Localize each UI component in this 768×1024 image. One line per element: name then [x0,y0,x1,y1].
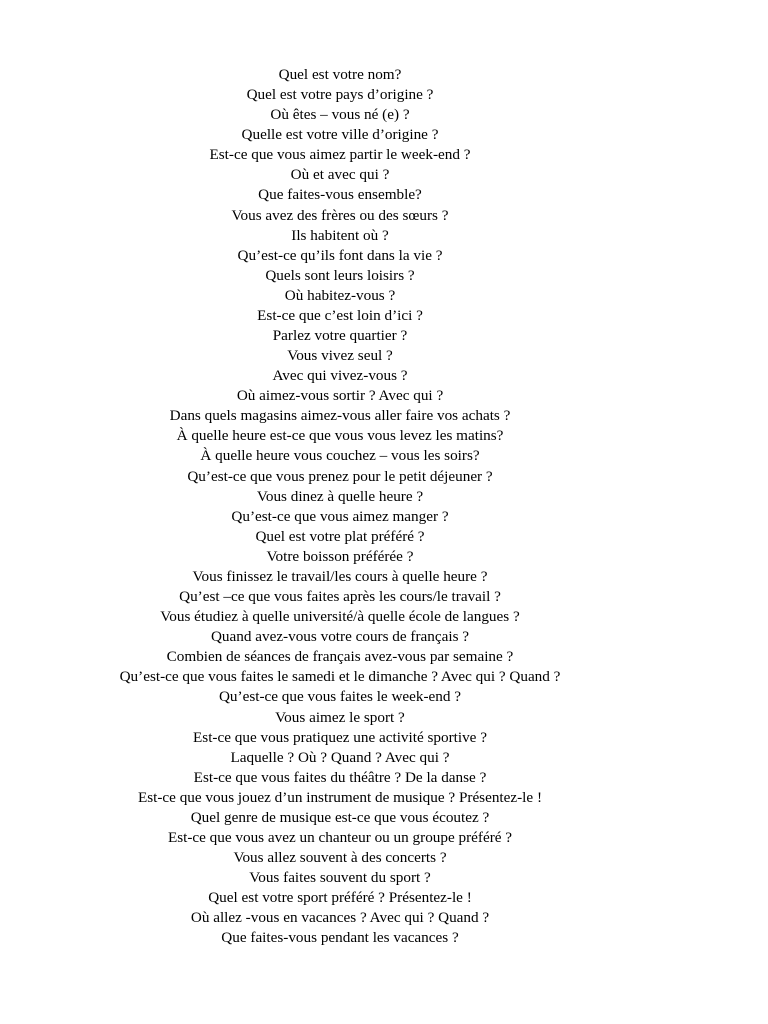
question-line: Parlez votre quartier ? [272,327,408,345]
question-line: Vous allez souvent à des concerts ? [233,849,447,867]
question-line: Quels sont leurs loisirs ? [265,266,415,284]
question-line: Où aimez-vous sortir ? Avec qui ? [236,387,444,405]
question-line: Qu’est-ce que vous faites le week-end ? [218,688,462,706]
question-line: Vous finissez le travail/les cours à quelle heure ? [192,567,488,585]
question-line: Quel est votre nom? [278,66,402,83]
question-line: Est-ce que c’est loin d’ici ? [257,306,423,324]
question-line: Dans quels magasins aimez-vous aller faire vos achats ? [169,407,511,425]
question-line: Vous avez des frères ou des sœurs ? [231,206,449,224]
question-line: Quel est votre pays d’origine ? [246,86,434,104]
question-list [0,65,680,948]
question-line: À quelle heure vous couchez – vous les soirs? [200,447,480,465]
question-line: Vous étudiez à quelle université/à quelle école de langues ? [160,608,520,626]
question-line: Qu’est –ce que vous faites après les cours/le travail ? [179,588,501,606]
question-line: Combien de séances de français avez-vous par semaine ? [166,648,514,666]
question-line: Votre boisson préférée ? [266,547,414,565]
question-line: Vous dinez à quelle heure ? [256,487,424,505]
question-line: Est-ce que vous pratiquez une activité sportive ? [193,728,487,746]
question-line: Où êtes – vous né (e) ? [270,106,410,124]
question-line: Vous aimez le sport ? [275,708,405,726]
question-line: Ils habitent où ? [291,226,389,244]
question-line: Vous faites souvent du sport ? [249,869,431,887]
question-line: Qu’est-ce que vous prenez pour le petit déjeuner ? [187,467,493,485]
question-line: Où allez -vous en vacances ? Avec qui ? Quand ? [190,909,490,927]
question-line: Quel est votre plat préféré ? [255,527,425,545]
question-line: Laquelle ? Où ? Quand ? Avec qui ? [230,748,450,766]
question-line: Est-ce que vous aimez partir le week-end ? [209,146,471,164]
question-line: Où et avec qui ? [290,166,390,184]
question-line: Quel est votre sport préféré ? Présentez-le ! [208,889,472,907]
question-line: Qu’est-ce que vous aimez manger ? [231,507,449,525]
question-line: Est-ce que vous avez un chanteur ou un groupe préféré ? [167,828,513,846]
question-line: Quand avez-vous votre cours de français ? [210,628,470,646]
question-line: Est-ce que vous faites du théâtre ? De la danse ? [193,768,487,786]
question-line: Que faites-vous pendant les vacances ? [221,929,459,947]
question-line: Qu’est-ce que vous faites le samedi et le dimanche ? Avec qui ? Quand ? [119,668,561,686]
question-line: Que faites-vous ensemble? [258,186,422,204]
question-line: Est-ce que vous jouez d’un instrument de musique ? Présentez-le ! [137,788,543,806]
question-line: À quelle heure est-ce que vous vous levez les matins? [176,427,504,445]
question-line: Où habitez-vous ? [284,286,396,304]
question-line: Vous vivez seul ? [287,347,393,365]
question-line: Qu’est-ce qu’ils font dans la vie ? [237,246,443,264]
question-line: Quelle est votre ville d’origine ? [241,126,439,144]
question-line: Avec qui vivez-vous ? [272,367,408,385]
question-line: Quel genre de musique est-ce que vous écoutez ? [190,808,490,826]
